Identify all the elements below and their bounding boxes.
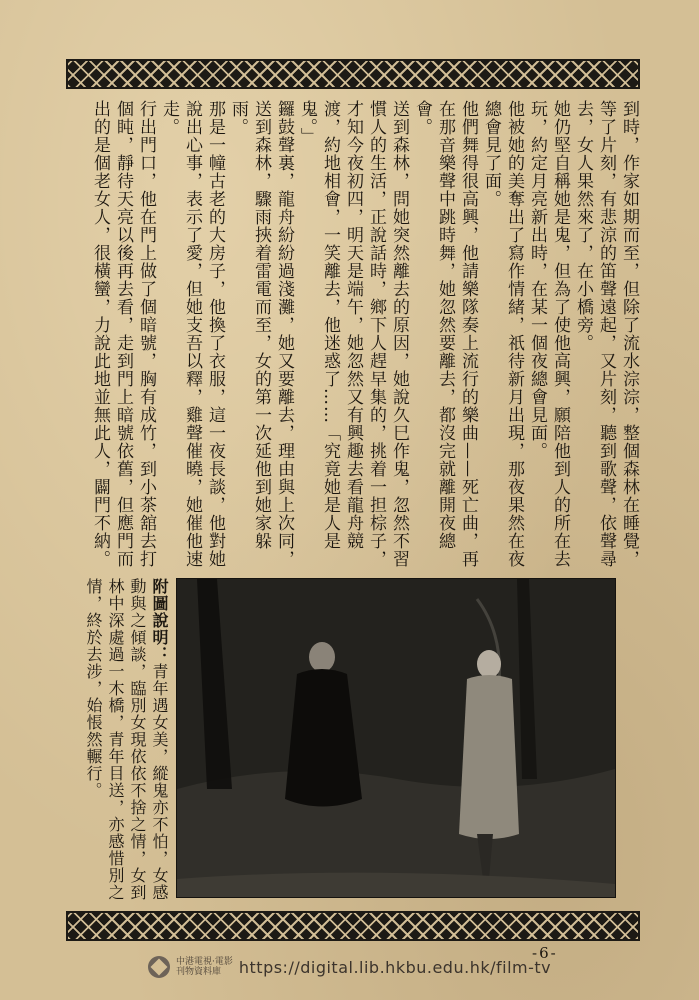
paragraph-6: 鑼鼓聲裏，龍舟紛紛過淺灘，她又要離去，理由與上次同，送到森林，驟雨挾着雷電而至，女的第一次延他到她家躲雨。	[228, 100, 294, 568]
archive-name-line2: 刊物資料庫	[176, 967, 222, 977]
top-decorative-border	[66, 59, 640, 89]
bottom-decorative-border	[66, 911, 640, 941]
film-still-image	[177, 579, 615, 897]
archive-name-line1: 中港電視·電影	[176, 957, 233, 967]
archive-footer	[148, 954, 551, 980]
library-seal-icon	[148, 956, 170, 978]
paragraph-5: 送到森林，問她突然離去的原因，她說久巳作鬼，忽然不習慣人的生活，正說話時，鄉下人趕早集的，挑着一担棕子，才知今夜初四，明天是端午，她忽然又有興趣去看龍舟競渡，約地相會，一笑離去，他迷惑了……「究竟她是人是鬼。」	[297, 100, 409, 568]
paragraph-8: 行出門口，他在門上做了個暗號，胸有成竹，到小茶舘去打個盹，靜待天亮以後再去看，走到門上暗號依舊，但應門而出的是個老女人，很橫蠻，力說此地並無此人，闢門不納。	[90, 100, 156, 568]
paragraph-7: 那是一幢古老的大房子，他換了衣服，這一夜長談，他對她說出心事，表示了愛，但她支吾以釋，雞聲催曉，她催他速走。	[159, 100, 225, 568]
paragraph-3: 他被她的美奪出了寫作情緒，祇待新月出現，那夜果然在夜總會見了面。	[481, 100, 524, 568]
caption-label: 附圖說明：	[150, 578, 169, 663]
caption-text: 青年遇女美，縱鬼亦不怕，女感動與之傾談，臨別女現依依不捨之情，女到林中深處過一木橋，青年目送，亦感惜別之情，終於去涉，始悵然輾行。	[84, 578, 169, 901]
photo-caption	[60, 578, 170, 908]
film-still-photo	[176, 578, 616, 898]
archive-name	[176, 957, 233, 977]
page-number: -6-	[532, 944, 558, 962]
paragraph-2: 她仍堅自稱她是鬼，但為了使他高興，願陪他到人的所在去玩，約定月亮新出時，在某一個夜總會見面。	[527, 100, 570, 568]
paragraph-1: 到時，作家如期而至，但除了流水淙淙，整個森林在睡覺，等了片刻，有悲涼的笛聲遠起，又片刻，聽到歌聲，依聲尋去，女人果然來了，在小橋旁。	[573, 100, 639, 568]
paragraph-4: 他們舞得很高興，他請樂隊奏上流行的樂曲——死亡曲，再在那音樂聲中跳時舞，她忽然要離去，都沒完就離開夜總會。	[412, 100, 478, 568]
article-body	[60, 100, 640, 568]
archive-url[interactable]: https://digital.lib.hkbu.edu.hk/film-tv	[238, 957, 552, 977]
